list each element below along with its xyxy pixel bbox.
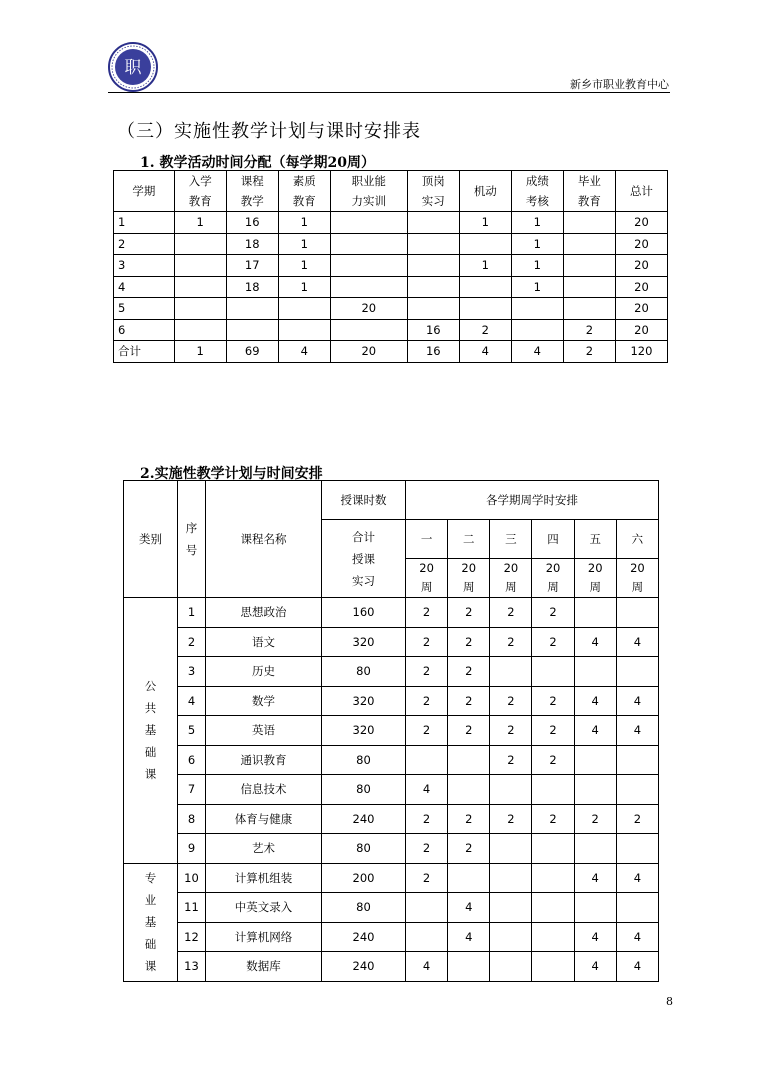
value-cell — [407, 255, 459, 277]
weekly-hours-cell: 4 — [616, 863, 658, 893]
section-title: （三）实施性教学计划与课时安排表 — [117, 121, 421, 142]
weekly-hours-cell: 4 — [616, 716, 658, 746]
value-cell — [563, 212, 615, 234]
weekly-hours-cell: 2 — [448, 598, 490, 628]
value-cell: 20 — [330, 298, 407, 320]
course-name-cell: 通识教育 — [206, 745, 322, 775]
seq-cell: 6 — [178, 745, 206, 775]
table-row — [124, 686, 659, 716]
weekly-hours-cell — [532, 922, 574, 952]
weekly-hours-cell — [616, 893, 658, 923]
weeks-header: 20 周 — [448, 559, 490, 598]
value-cell — [278, 298, 330, 320]
table1-col-header: 成绩 考核 — [511, 171, 563, 212]
term-cell: 3 — [114, 255, 175, 277]
hours-cell: 80 — [322, 834, 406, 864]
value-cell — [407, 212, 459, 234]
weekly-hours-cell — [490, 863, 532, 893]
weekly-hours-cell: 2 — [448, 804, 490, 834]
seq-cell: 2 — [178, 627, 206, 657]
weekly-hours-cell: 4 — [616, 627, 658, 657]
course-name-cell: 数据库 — [206, 952, 322, 982]
weekly-hours-cell: 4 — [448, 893, 490, 923]
course-name-cell: 语文 — [206, 627, 322, 657]
weekly-hours-cell — [490, 775, 532, 805]
weeks-header: 20 周 — [406, 559, 448, 598]
value-cell — [330, 276, 407, 298]
term-cell: 6 — [114, 319, 175, 341]
weekly-hours-cell — [406, 745, 448, 775]
weekly-hours-cell: 2 — [490, 804, 532, 834]
time-allocation-table — [113, 170, 668, 363]
value-cell — [278, 319, 330, 341]
weekly-hours-cell — [616, 745, 658, 775]
weekly-hours-cell — [448, 775, 490, 805]
table-row — [114, 298, 668, 320]
term-header: 四 — [532, 520, 574, 559]
weekly-hours-cell — [574, 775, 616, 805]
term-header: 六 — [616, 520, 658, 559]
value-cell — [330, 212, 407, 234]
value-cell — [226, 319, 278, 341]
weekly-hours-cell — [490, 952, 532, 982]
weekly-hours-cell: 4 — [406, 775, 448, 805]
seq-cell: 12 — [178, 922, 206, 952]
weekly-hours-cell: 2 — [406, 863, 448, 893]
weeks-header: 20 周 — [490, 559, 532, 598]
value-cell — [511, 298, 563, 320]
weekly-hours-cell — [490, 657, 532, 687]
col-seq-header: 序 号 — [178, 481, 206, 598]
table-row — [124, 922, 659, 952]
weekly-hours-cell: 2 — [448, 657, 490, 687]
category-cell: 公 共 基 础 课 — [124, 598, 178, 864]
term-header: 五 — [574, 520, 616, 559]
weekly-hours-cell: 2 — [406, 716, 448, 746]
table1-col-header: 总计 — [615, 171, 667, 212]
weekly-hours-cell — [448, 863, 490, 893]
value-cell: 1 — [174, 341, 226, 363]
term-cell: 1 — [114, 212, 175, 234]
weekly-hours-cell: 4 — [574, 686, 616, 716]
weekly-hours-cell: 4 — [574, 863, 616, 893]
table-row — [114, 255, 668, 277]
value-cell — [459, 276, 511, 298]
seq-cell: 4 — [178, 686, 206, 716]
term-cell: 5 — [114, 298, 175, 320]
table-row — [124, 627, 659, 657]
value-cell — [174, 276, 226, 298]
value-cell: 18 — [226, 276, 278, 298]
value-cell: 20 — [615, 298, 667, 320]
value-cell: 1 — [511, 276, 563, 298]
value-cell — [563, 276, 615, 298]
term-cell: 2 — [114, 233, 175, 255]
value-cell — [563, 255, 615, 277]
weekly-hours-cell — [616, 775, 658, 805]
term-header: 一 — [406, 520, 448, 559]
seq-cell: 9 — [178, 834, 206, 864]
value-cell: 1 — [511, 255, 563, 277]
value-cell: 1 — [511, 233, 563, 255]
value-cell — [563, 233, 615, 255]
table-row — [124, 952, 659, 982]
hours-cell: 320 — [322, 716, 406, 746]
value-cell: 20 — [615, 255, 667, 277]
weekly-hours-cell — [532, 893, 574, 923]
value-cell — [459, 298, 511, 320]
course-name-cell: 体育与健康 — [206, 804, 322, 834]
table2-title: 2.实施性教学计划与时间安排 — [140, 466, 323, 482]
col-hours-sub-header: 合计 授课 实习 — [322, 520, 406, 598]
value-cell: 2 — [459, 319, 511, 341]
col-category-header: 类别 — [124, 481, 178, 598]
weekly-hours-cell — [616, 657, 658, 687]
table-row — [114, 276, 668, 298]
value-cell: 4 — [511, 341, 563, 363]
weekly-hours-cell — [574, 598, 616, 628]
value-cell — [407, 233, 459, 255]
weekly-hours-cell — [532, 834, 574, 864]
value-cell — [330, 233, 407, 255]
hours-cell: 240 — [322, 804, 406, 834]
weekly-hours-cell — [616, 834, 658, 864]
table1-header-row — [114, 171, 668, 212]
value-cell: 20 — [615, 319, 667, 341]
weekly-hours-cell — [532, 952, 574, 982]
school-logo — [108, 42, 158, 92]
course-name-cell: 思想政治 — [206, 598, 322, 628]
hours-cell: 160 — [322, 598, 406, 628]
value-cell: 20 — [615, 212, 667, 234]
weekly-hours-cell: 2 — [406, 686, 448, 716]
course-name-cell: 数学 — [206, 686, 322, 716]
weeks-header: 20 周 — [532, 559, 574, 598]
table-row — [114, 341, 668, 363]
seq-cell: 11 — [178, 893, 206, 923]
weekly-hours-cell — [532, 863, 574, 893]
svg-text:职: 职 — [124, 58, 142, 78]
value-cell: 2 — [563, 319, 615, 341]
weekly-hours-cell: 2 — [532, 627, 574, 657]
value-cell — [174, 233, 226, 255]
value-cell: 1 — [459, 212, 511, 234]
weekly-hours-cell: 2 — [448, 834, 490, 864]
hours-cell: 80 — [322, 745, 406, 775]
table2-header-row-1 — [124, 481, 659, 520]
table-row — [124, 893, 659, 923]
weekly-hours-cell: 4 — [616, 952, 658, 982]
value-cell: 1 — [278, 255, 330, 277]
seq-cell: 8 — [178, 804, 206, 834]
weekly-hours-cell — [574, 834, 616, 864]
table1-title: 1. 教学活动时间分配（每学期20周） — [140, 155, 375, 171]
weekly-hours-cell: 4 — [406, 952, 448, 982]
weekly-hours-cell: 2 — [406, 834, 448, 864]
weekly-hours-cell: 2 — [448, 686, 490, 716]
course-name-cell: 艺术 — [206, 834, 322, 864]
value-cell: 4 — [278, 341, 330, 363]
course-name-cell: 历史 — [206, 657, 322, 687]
weekly-hours-cell: 2 — [532, 804, 574, 834]
value-cell: 1 — [459, 255, 511, 277]
table-row — [124, 598, 659, 628]
table-row — [114, 212, 668, 234]
value-cell — [174, 298, 226, 320]
value-cell: 16 — [407, 319, 459, 341]
table-row — [124, 804, 659, 834]
weekly-hours-cell — [448, 745, 490, 775]
value-cell: 18 — [226, 233, 278, 255]
hours-cell: 80 — [322, 657, 406, 687]
table1-col-header: 入学 教育 — [174, 171, 226, 212]
course-name-cell: 计算机网络 — [206, 922, 322, 952]
value-cell — [511, 319, 563, 341]
hours-cell: 80 — [322, 775, 406, 805]
term-header: 三 — [490, 520, 532, 559]
weekly-hours-cell: 4 — [448, 922, 490, 952]
weekly-hours-cell: 4 — [574, 716, 616, 746]
col-course-header: 课程名称 — [206, 481, 322, 598]
value-cell: 2 — [563, 341, 615, 363]
term-cell: 合计 — [114, 341, 175, 363]
hours-cell: 240 — [322, 922, 406, 952]
weekly-hours-cell — [616, 598, 658, 628]
hours-cell: 200 — [322, 863, 406, 893]
value-cell — [174, 255, 226, 277]
weekly-hours-cell: 2 — [406, 657, 448, 687]
org-name: 新乡市职业教育中心 — [570, 78, 669, 91]
value-cell: 1 — [278, 233, 330, 255]
weeks-header: 20 周 — [616, 559, 658, 598]
weekly-hours-cell: 2 — [490, 627, 532, 657]
weekly-hours-cell — [490, 922, 532, 952]
course-name-cell: 中英文录入 — [206, 893, 322, 923]
weekly-hours-cell: 2 — [574, 804, 616, 834]
weekly-hours-cell: 4 — [574, 627, 616, 657]
table1-col-header: 毕业 教育 — [563, 171, 615, 212]
hours-cell: 240 — [322, 952, 406, 982]
seq-cell: 1 — [178, 598, 206, 628]
page-number: 8 — [666, 995, 673, 1008]
course-name-cell: 英语 — [206, 716, 322, 746]
weekly-hours-cell: 2 — [406, 804, 448, 834]
weekly-hours-cell — [406, 893, 448, 923]
value-cell — [407, 276, 459, 298]
weekly-hours-cell: 2 — [490, 686, 532, 716]
weekly-hours-cell — [490, 834, 532, 864]
weekly-hours-cell — [490, 893, 532, 923]
value-cell — [407, 298, 459, 320]
weekly-hours-cell: 2 — [532, 598, 574, 628]
table-row — [124, 716, 659, 746]
weekly-hours-cell: 2 — [490, 716, 532, 746]
weekly-hours-cell: 4 — [574, 922, 616, 952]
weekly-hours-cell — [448, 952, 490, 982]
table-row — [114, 319, 668, 341]
seq-cell: 13 — [178, 952, 206, 982]
seq-cell: 5 — [178, 716, 206, 746]
seq-cell: 10 — [178, 863, 206, 893]
value-cell: 20 — [615, 276, 667, 298]
header-rule — [108, 92, 670, 93]
hours-cell: 320 — [322, 686, 406, 716]
weeks-header: 20 周 — [574, 559, 616, 598]
value-cell: 16 — [226, 212, 278, 234]
weekly-hours-cell: 2 — [490, 598, 532, 628]
teaching-plan-table — [123, 480, 659, 982]
table1-col-header: 职业能 力实训 — [330, 171, 407, 212]
weekly-hours-cell: 2 — [616, 804, 658, 834]
course-name-cell: 信息技术 — [206, 775, 322, 805]
value-cell: 1 — [511, 212, 563, 234]
value-cell: 1 — [278, 212, 330, 234]
weekly-hours-cell: 2 — [532, 716, 574, 746]
value-cell — [174, 319, 226, 341]
table-row — [124, 657, 659, 687]
weekly-hours-cell — [406, 922, 448, 952]
value-cell: 20 — [330, 341, 407, 363]
seq-cell: 3 — [178, 657, 206, 687]
table-row — [124, 834, 659, 864]
weekly-hours-cell — [574, 745, 616, 775]
value-cell: 1 — [278, 276, 330, 298]
weekly-hours-cell: 2 — [532, 686, 574, 716]
table-row — [114, 233, 668, 255]
weekly-hours-cell — [532, 657, 574, 687]
col-hours-group-header: 授课时数 — [322, 481, 406, 520]
weekly-hours-cell — [532, 775, 574, 805]
table1-col-header: 课程 教学 — [226, 171, 278, 212]
value-cell: 4 — [459, 341, 511, 363]
table-row — [124, 775, 659, 805]
seq-cell: 7 — [178, 775, 206, 805]
weekly-hours-cell — [574, 893, 616, 923]
hours-cell: 80 — [322, 893, 406, 923]
weekly-hours-cell: 2 — [532, 745, 574, 775]
weekly-hours-cell: 2 — [406, 598, 448, 628]
value-cell: 69 — [226, 341, 278, 363]
value-cell — [330, 319, 407, 341]
value-cell — [330, 255, 407, 277]
hours-cell: 320 — [322, 627, 406, 657]
value-cell: 1 — [174, 212, 226, 234]
weekly-hours-cell — [574, 657, 616, 687]
value-cell — [563, 298, 615, 320]
weekly-hours-cell: 4 — [574, 952, 616, 982]
term-cell: 4 — [114, 276, 175, 298]
value-cell: 20 — [615, 233, 667, 255]
course-name-cell: 计算机组装 — [206, 863, 322, 893]
weekly-hours-cell: 2 — [448, 627, 490, 657]
value-cell: 120 — [615, 341, 667, 363]
value-cell: 17 — [226, 255, 278, 277]
table1-col-header: 顶岗 实习 — [407, 171, 459, 212]
weekly-hours-cell: 2 — [490, 745, 532, 775]
col-weekly-group-header: 各学期周学时安排 — [406, 481, 659, 520]
weekly-hours-cell: 4 — [616, 686, 658, 716]
weekly-hours-cell: 2 — [406, 627, 448, 657]
weekly-hours-cell: 2 — [448, 716, 490, 746]
term-header: 二 — [448, 520, 490, 559]
table1-col-header: 机动 — [459, 171, 511, 212]
table-row — [124, 863, 659, 893]
value-cell — [459, 233, 511, 255]
value-cell: 16 — [407, 341, 459, 363]
table-row — [124, 745, 659, 775]
weekly-hours-cell: 4 — [616, 922, 658, 952]
table1-col-header: 素质 教育 — [278, 171, 330, 212]
value-cell — [226, 298, 278, 320]
category-cell: 专 业 基 础 课 — [124, 863, 178, 981]
table1-col-header: 学期 — [114, 171, 175, 212]
